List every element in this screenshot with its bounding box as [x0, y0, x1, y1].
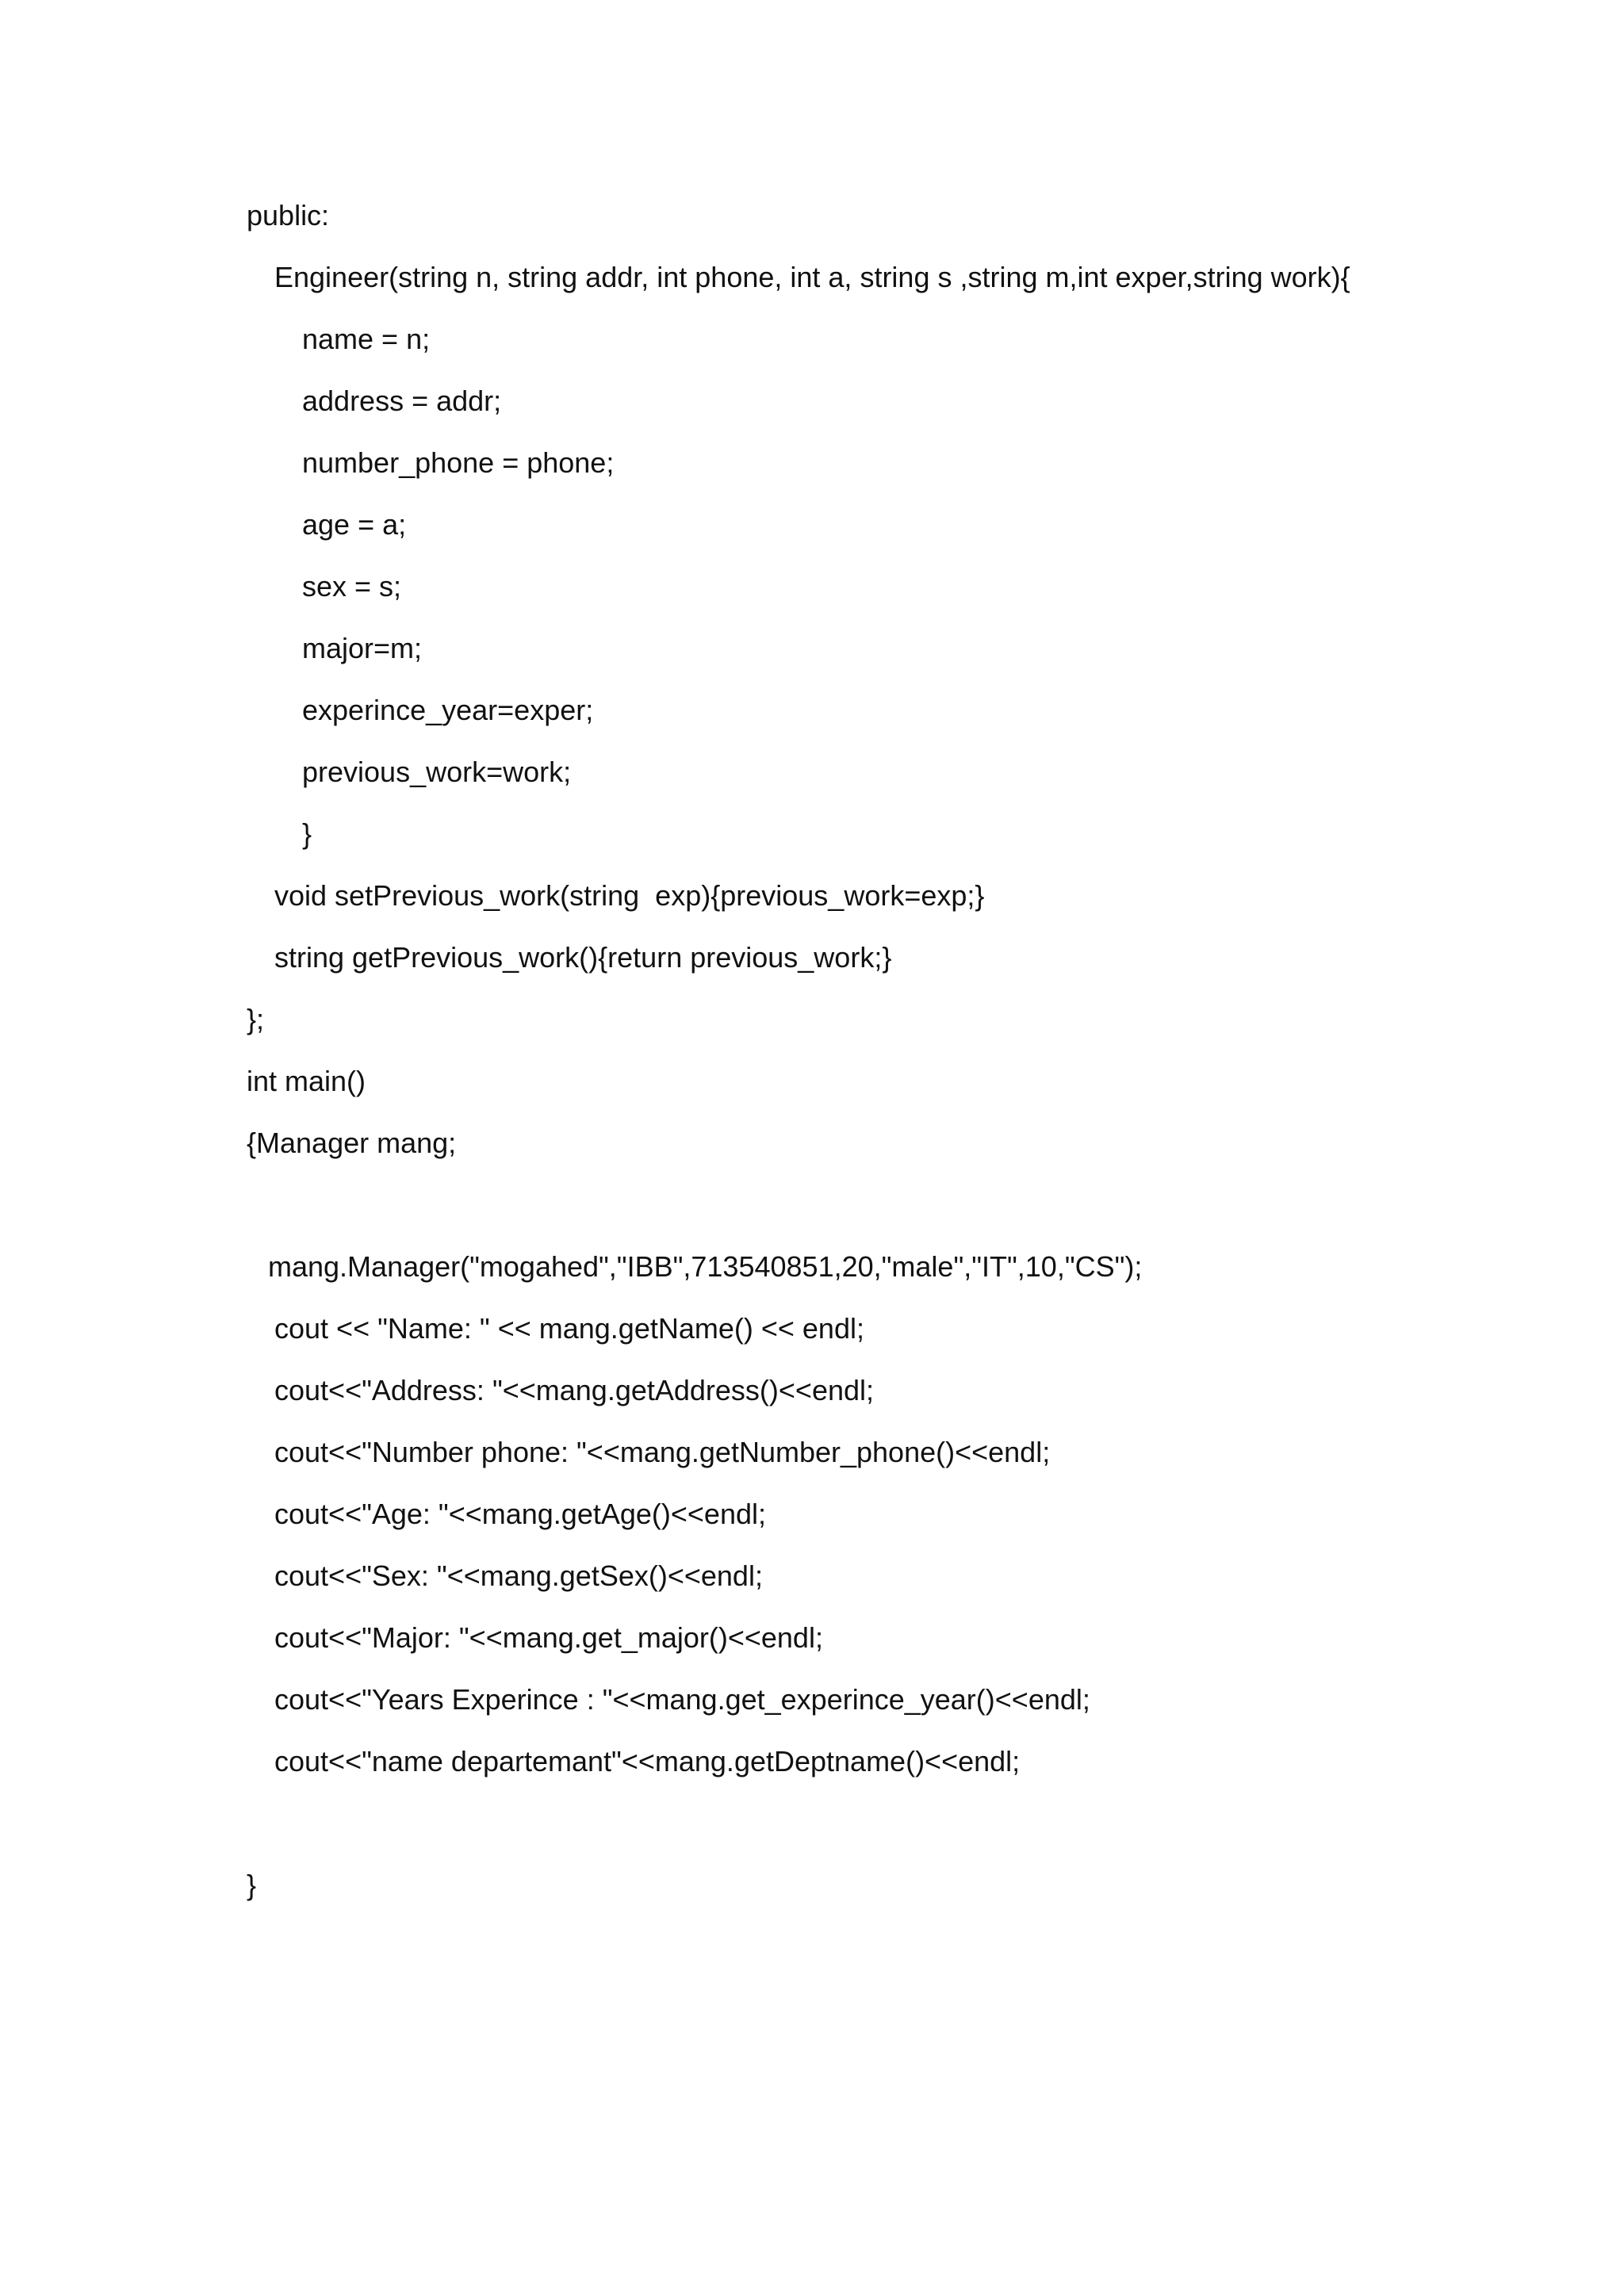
- code-line: sex = s;: [302, 570, 402, 603]
- code-line: cout<<"Address: "<<mang.getAddress()<<endl;: [274, 1374, 875, 1406]
- code-block: [247, 196, 1515, 1927]
- code-line: void setPrevious_work(string exp){previous_work=exp;}: [274, 879, 985, 912]
- code-line: name = n;: [302, 323, 431, 355]
- code-line: cout<<"Number phone: "<<mang.getNumber_phone()<<endl;: [274, 1436, 1051, 1468]
- code-line: major=m;: [302, 632, 423, 664]
- code-line: mang.Manager("mogahed","IBB",713540851,20,"male","IT",10,"CS");: [268, 1250, 1143, 1283]
- code-line: Engineer(string n, string addr, int phone, int a, string s ,string m,int exper,string work){: [274, 261, 1350, 293]
- code-line: cout<<"Years Experince : "<<mang.get_experince_year()<<endl;: [274, 1683, 1090, 1716]
- code-line: address = addr;: [302, 385, 502, 417]
- code-line: {Manager mang;: [247, 1127, 457, 1159]
- code-line: cout<<"Sex: "<<mang.getSex()<<endl;: [274, 1559, 763, 1592]
- code-line: cout << "Name: " << mang.getName() << endl;: [274, 1312, 864, 1345]
- code-line: cout<<"Age: "<<mang.getAge()<<endl;: [274, 1498, 766, 1530]
- code-line: experince_year=exper;: [302, 694, 594, 726]
- code-line: };: [247, 1003, 265, 1035]
- code-line: age = a;: [302, 508, 407, 541]
- blank-line: [247, 1804, 1515, 1866]
- code-line: cout<<"Major: "<<mang.get_major()<<endl;: [274, 1621, 823, 1654]
- code-line: cout<<"name departemant"<<mang.getDeptname()<<endl;: [274, 1745, 1021, 1777]
- blank-line: [247, 1185, 1515, 1247]
- code-line: }: [247, 1869, 257, 1901]
- code-line: public:: [247, 199, 330, 232]
- code-line: int main(): [247, 1065, 366, 1097]
- code-line: string getPrevious_work(){return previous_work;}: [274, 941, 892, 974]
- code-line: }: [302, 817, 312, 850]
- code-line: previous_work=work;: [302, 756, 572, 788]
- code-line: number_phone = phone;: [302, 446, 615, 479]
